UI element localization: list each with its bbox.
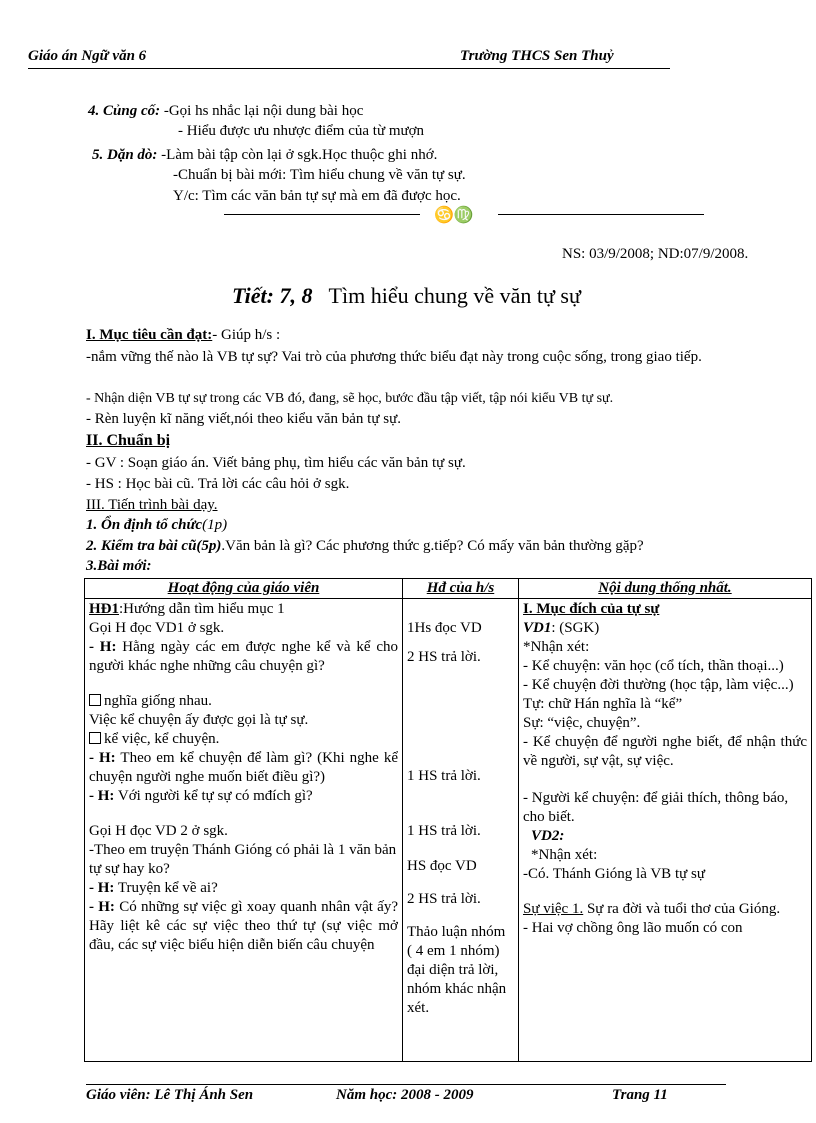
content-l7: -Có. Thánh Gióng là VB tự sự — [523, 866, 705, 882]
step1-label: 1. Ổn định tổ chức — [86, 517, 203, 533]
student-r4: 1 HS trả lời. — [407, 823, 481, 839]
step2-text: .Văn bản là gì? Các phương thức g.tiếp? Có mấy văn bản thường gặp? — [221, 538, 644, 554]
box1-text: nghĩa giống nhau. — [104, 693, 212, 709]
teacher-p4: -Theo em truyện Thánh Gióng có phải là 1 văn bản tự sự hay ko? — [89, 842, 397, 877]
content-l8: - Hai vợ chồng ông lão muốn có con — [523, 920, 743, 936]
h3-text: Với người kể tự sự có mđích gì? — [114, 788, 313, 804]
student-cell — [403, 599, 519, 1062]
student-r5: HS đọc VD — [407, 858, 477, 874]
cung-co-label: 4. Củng cố: — [88, 103, 161, 119]
teacher-p1: Gọi H đọc VD1 ở sgk. — [89, 620, 225, 636]
section1-line-2: - Nhận diện VB tự sự trong các VB đó, đang, sẽ học, bước đầu tập viết, tập nói kiểu VB tự sự. — [86, 391, 614, 406]
section1-heading: I. Mục tiêu cần đạt: — [86, 327, 213, 343]
ornament-rule-left — [224, 214, 420, 215]
section2-gv: - GV : Soạn giáo án. Viết bảng phụ, tìm hiểu các văn bản tự sự. — [86, 455, 466, 471]
section1-line-3: - Rèn luyện kĩ năng viết,nói theo kiểu văn bản tự sự. — [86, 411, 401, 427]
ornament-symbol: ♋♍ — [434, 207, 474, 224]
content-nx1: *Nhận xét: — [523, 639, 590, 655]
h5-label: - H: — [89, 899, 115, 915]
footer-teacher: Giáo viên: Lê Thị Ánh Sen — [86, 1087, 254, 1103]
table-header-row — [85, 579, 812, 599]
step2-time: (5p) — [196, 538, 222, 554]
student-r1: 1Hs đọc VD — [407, 620, 482, 636]
content-l4: Sự: “việc, chuyện”. — [523, 715, 641, 731]
dan-do-label: 5. Dặn dò: — [92, 147, 158, 163]
header-content: Nội dung thống nhất. — [519, 579, 812, 599]
dan-do-text-3: Y/c: Tìm các văn bản tự sự mà em đã được học. — [173, 188, 461, 204]
section3-heading: III. Tiến trình bài dạy. — [86, 497, 218, 513]
vd1-text: : (SGK) — [551, 620, 600, 636]
sv1-label: Sự việc 1. — [523, 901, 584, 917]
section2-heading: II. Chuẩn bị — [86, 432, 171, 449]
checkbox-icon — [89, 732, 101, 744]
lesson-table — [84, 578, 812, 1062]
header-left: Giáo án Ngữ văn 6 — [28, 48, 147, 64]
hd1-label: HĐ1 — [89, 601, 119, 617]
dan-do-text-1: -Làm bài tập còn lại ở sgk.Học thuộc ghi nhớ. — [161, 147, 438, 163]
cung-co-text-1: -Gọi hs nhắc lại nội dung bài học — [163, 103, 364, 119]
h5-text: Có những sự việc gì xoay quanh nhân vật ấy? Hãy liệt kê các sự việc theo thứ tự (sự việc mở đầu, các sự việc biểu hiện diễn biến câu chuyện — [89, 899, 398, 953]
step3-label: 3.Bài mới: — [86, 558, 152, 574]
h3-label: - H: — [89, 788, 115, 804]
step2 — [86, 538, 644, 555]
header-right: Trường THCS Sen Thuỷ — [460, 48, 614, 64]
section1-intro: - Giúp h/s : — [212, 327, 281, 343]
hd1-text: :Hướng dẫn tìm hiểu mục 1 — [119, 601, 285, 617]
dan-do-text-2: -Chuẩn bị bài mới: Tìm hiểu chung về văn tự sự. — [173, 167, 466, 183]
ornament-rule-right — [498, 214, 704, 215]
content-l5: - Kể chuyện để người nghe biết, để nhận thức về người, sự vật, sự việc. — [523, 734, 807, 769]
step1-time: (1p) — [202, 517, 228, 533]
vd2-label: VD2: — [531, 828, 565, 844]
teacher-cell — [85, 599, 403, 1062]
student-r2: 2 HS trả lời. — [407, 649, 481, 665]
cung-co-text-2: - Hiểu được ưu nhược điểm của từ mượn — [178, 123, 425, 139]
step1 — [86, 517, 227, 534]
content-l2: - Kể chuyện đời thường (học tập, làm việc...) — [523, 677, 794, 693]
footer-page: Trang 11 — [612, 1087, 668, 1103]
content-cell — [519, 599, 812, 1062]
dan-do-line-1 — [92, 147, 437, 164]
content-heading: I. Mục đích của tự sự — [523, 601, 660, 617]
student-r7: Thảo luận nhóm ( 4 em 1 nhóm) đại diện trả lời, nhóm khác nhận xét. — [407, 924, 507, 1016]
student-r6: 2 HS trả lời. — [407, 891, 481, 907]
vd1-label: VD1 — [523, 620, 552, 636]
section2-hs: - HS : Học bài cũ. Trả lời các câu hỏi ở sgk. — [86, 476, 350, 492]
h2-text: Theo em kể chuyện để làm gì? (Khi nghe kể chuyện người nghe muốn biết điều gì?) — [89, 750, 398, 785]
dates: NS: 03/9/2008; ND:07/9/2008. — [562, 246, 749, 262]
sv1-text: Sự ra đời và tuổi thơ của Gióng. — [583, 901, 781, 917]
teacher-p2: Việc kể chuyện ấy được gọi là tự sự. — [89, 712, 309, 728]
section1-heading-line — [86, 327, 280, 344]
content-l6: - Người kể chuyện: để giải thích, thông báo, cho biết. — [523, 790, 789, 825]
h4-text: Truyện kể về ai? — [114, 880, 218, 896]
checkbox-icon — [89, 694, 101, 706]
header-student: Hđ của h/s — [403, 579, 519, 599]
content-nx2: *Nhận xét: — [531, 847, 598, 863]
lesson-title-text: Tìm hiểu chung về văn tự sự — [328, 283, 581, 308]
student-r3: 1 HS trả lời. — [407, 768, 481, 784]
h4-label: - H: — [89, 880, 115, 896]
table-body-row — [85, 599, 812, 1062]
h1-text: Hằng ngày các em được nghe kể và kể cho người khác nghe những câu chuyện gì? — [89, 639, 398, 674]
h2-label: - H: — [89, 750, 116, 766]
cung-co-line-1 — [88, 103, 363, 120]
h1-label: - H: — [89, 639, 117, 655]
step2-label: 2. Kiểm tra bài cũ — [86, 538, 197, 554]
lesson-number: Tiết: 7, 8 — [232, 283, 313, 308]
content-l1: - Kể chuyện: văn học (cổ tích, thần thoại...) — [523, 658, 784, 674]
header-teacher: Hoạt động của giáo viên — [85, 579, 403, 599]
content-l3: Tự: chữ Hán nghĩa là “kể” — [523, 696, 683, 712]
lesson-title — [232, 283, 581, 309]
section1-line-1: -nắm vững thế nào là VB tự sự? Vai trò của phương thức biểu đạt này trong cuộc sống, trong giao tiếp. — [86, 349, 702, 365]
box2-text: kể việc, kể chuyện. — [104, 731, 220, 747]
footer-year: Năm học: 2008 - 2009 — [336, 1087, 474, 1103]
teacher-p3: Gọi H đọc VD 2 ở sgk. — [89, 823, 228, 839]
header-rule — [28, 68, 670, 69]
footer-rule — [86, 1084, 726, 1085]
